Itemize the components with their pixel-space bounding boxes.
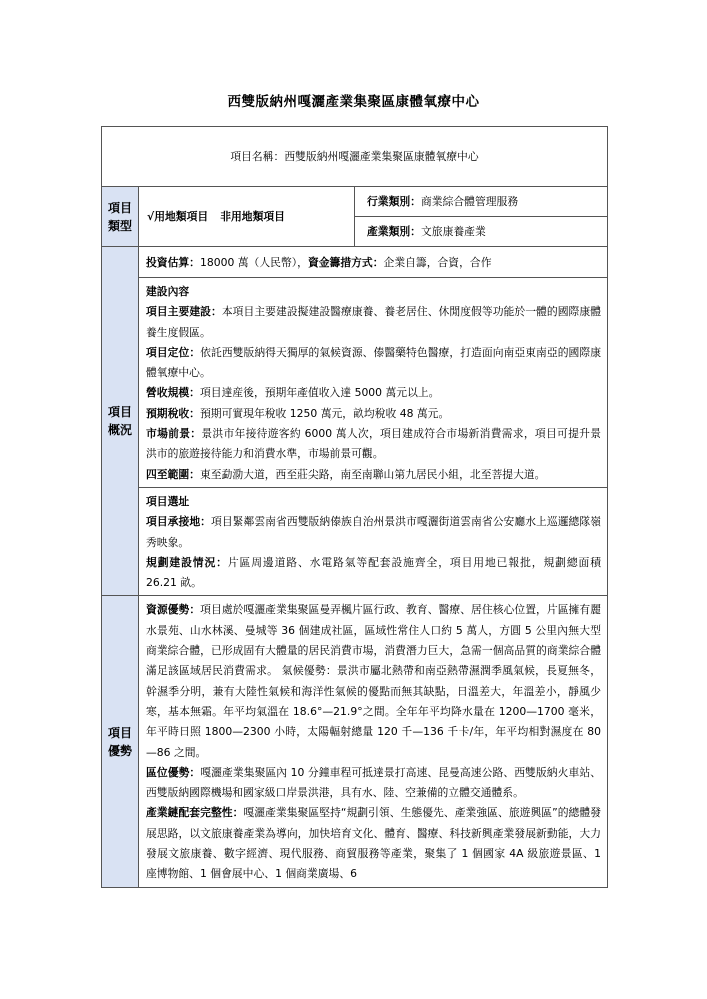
site-item bbox=[146, 512, 601, 553]
item-text: 預期可實現年稅收 1250 萬元，畝均稅收 48 萬元。 bbox=[199, 406, 450, 420]
construction-item bbox=[146, 343, 601, 384]
site-selection-cell bbox=[139, 487, 608, 595]
industry-category bbox=[355, 187, 607, 217]
item-label: 預期稅收： bbox=[146, 406, 200, 420]
item-text: 依託西雙版納得天獨厚的氣候資源、傣醫藥特色醫療，打造面向南亞東南亞的國際康體氧療中心。 bbox=[146, 345, 601, 380]
item-text: 東至勐泐大道，西至莊尖路，南至南聯山第九居民小組，北至菩提大道。 bbox=[199, 467, 546, 481]
project-info-table bbox=[101, 126, 608, 888]
item-label: 營收規模： bbox=[146, 386, 200, 400]
construction-row bbox=[102, 278, 608, 488]
advantage-item bbox=[146, 600, 601, 762]
industry-category-label: 行業類別： bbox=[367, 195, 421, 208]
project-name-value: 西雙版納州嘎灑產業集聚區康體氧療中心 bbox=[284, 150, 479, 163]
item-label: 項目主要建設： bbox=[146, 305, 222, 319]
item-label: 項目承接地： bbox=[146, 515, 212, 529]
construction-item bbox=[146, 383, 601, 403]
category-cell bbox=[355, 187, 608, 247]
item-label: 區位優勢： bbox=[146, 765, 201, 779]
item-text: 片區周邊道路、水電路氣等配套設施齊全，項目用地已報批，規劃總面積 26.21 畝。 bbox=[146, 555, 601, 590]
land-type-cell bbox=[139, 187, 355, 247]
item-text: 項目處於嘎灑產業集聚區曼弄楓片區行政、教育、醫療、居住核心位置，片區擁有麗水景苑、山水林溪、曼城等 36 個建成社區，區域性常住人口約 5 萬人，方圓 5 公里內無大型商業綜合體，已形成固有大體量的居民消費市場，消費潛力巨大，急需一個高品質的商業綜合體滿足該區域居民消費需求。 氣候優勢：景洪市屬北熱帶和南亞熱帶濕潤季風氣候，長夏無冬，幹濕季分明，兼有大陸性氣候和海洋性氣候的優點而無其缺點，日溫差大，年溫差小，靜風少寒，基本無霜。年平均氣溫在 18.6°—21.9°之間。全年年平均降水量在 1200—1700 毫米，年平時日照 1800—2300 小時，太陽輻射總量 120 千—136 千卡/年，年平均相對濕度在 80—86 之間。 bbox=[146, 603, 601, 759]
investment-cell bbox=[139, 247, 608, 278]
item-text: 項目達産後，預期年產值收入達 5000 萬元以上。 bbox=[199, 386, 440, 400]
item-label: 資源優勢： bbox=[146, 603, 201, 617]
item-text: 景洪市年接待遊客約 6000 萬人次，項目建成符合市場新消費需求，項目可提升景洪市的旅遊接待能力和消費水準，市場前景可觀。 bbox=[146, 427, 602, 461]
item-text: 本項目主要建設擬建設醫療康養、養老居住、休閒度假等功能於一體的國際康體養生度假區。 bbox=[146, 305, 602, 339]
project-name-label: 項目名稱： bbox=[230, 150, 285, 163]
item-label: 項目定位： bbox=[146, 345, 201, 359]
construction-item bbox=[146, 465, 601, 485]
investment-label: 投資估算： bbox=[146, 255, 200, 269]
project-advantages-label bbox=[102, 596, 139, 887]
item-text: 項目緊鄰雲南省西雙版納傣族自治州景洪市嘎灑街道雲南省公安廳水上巡邏總隊嶺秀映象。 bbox=[146, 515, 602, 549]
project-advantages-label-text: 項目優勢 bbox=[107, 725, 132, 758]
project-type-label bbox=[102, 187, 139, 247]
sector-category-value: 文旅康養產業 bbox=[420, 225, 486, 238]
item-label: 規劃建設情況： bbox=[146, 555, 228, 569]
item-label: 產業鏈配套完整性： bbox=[146, 806, 244, 820]
investment-line bbox=[146, 253, 601, 273]
site-row bbox=[102, 487, 608, 595]
project-type-label-text: 項目類型 bbox=[107, 200, 132, 233]
sector-category bbox=[355, 217, 607, 246]
document-title: 西雙版納州嘎灑產業集聚區康體氧療中心 bbox=[227, 94, 480, 110]
item-text: 嘎灑產業集聚區堅持“規劃引領、生態優先、產業強區、旅遊興區”的總體發展思路，以文旅康養產業為導向，加快培育文化、體育、醫療、科技新興產業發展新動能，大力發展文旅康養、數字經濟、現代服務、商貿服務等產業，聚集了 1 個國家 4A 級旅遊景區、1 座博物館、1 個會展中心、1 個商業廣場、6 bbox=[146, 806, 602, 881]
investment-value: 18000 萬（人民幣）， bbox=[199, 255, 308, 269]
construction-item bbox=[146, 302, 601, 343]
item-label: 四至範圍： bbox=[146, 467, 200, 481]
construction-item bbox=[146, 404, 601, 424]
land-project-option: √用地類項目 bbox=[147, 210, 209, 223]
project-name-row bbox=[102, 127, 608, 187]
nonland-project-option: 非用地類項目 bbox=[220, 210, 285, 223]
advantage-item bbox=[146, 803, 601, 884]
construction-heading: 建設內容 bbox=[146, 285, 190, 298]
funding-value: 企業自籌，合資，合作 bbox=[383, 255, 492, 269]
advantage-item bbox=[146, 763, 601, 804]
site-item bbox=[146, 553, 601, 594]
item-label: 市場前景： bbox=[146, 427, 202, 441]
sector-category-label: 產業類別： bbox=[367, 225, 421, 238]
project-overview-label bbox=[102, 247, 139, 596]
advantages-row bbox=[102, 596, 608, 887]
construction-item bbox=[146, 424, 601, 465]
project-name-cell bbox=[102, 127, 608, 187]
project-type-row bbox=[102, 187, 608, 247]
industry-category-value: 商業綜合體管理服務 bbox=[420, 195, 519, 208]
construction-content-cell bbox=[139, 278, 608, 488]
site-heading: 項目選址 bbox=[146, 494, 190, 508]
item-text: 嘎灑產業集聚區內 10 分鐘車程可抵達景打高速、昆曼高速公路、西雙版納火車站、西雙版納國際機場和國家級口岸景洪港，具有水、陸、空兼備的立體交通體系。 bbox=[146, 765, 601, 800]
funding-label: 資金籌措方式： bbox=[307, 255, 384, 269]
project-overview-label-text: 項目概況 bbox=[107, 405, 132, 438]
investment-row bbox=[102, 247, 608, 278]
advantages-content-cell bbox=[139, 596, 608, 887]
